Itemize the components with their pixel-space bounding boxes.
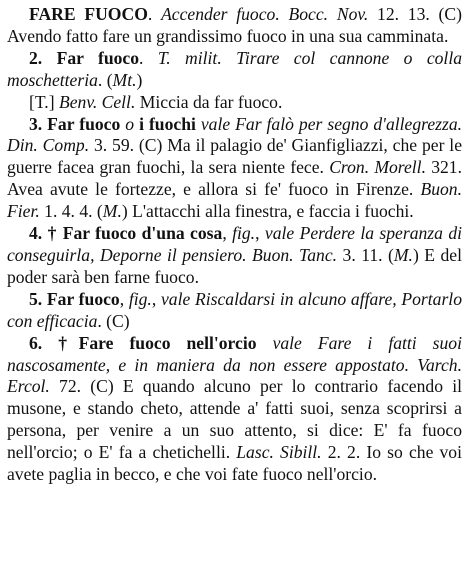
text-run: ) L'attacchi alla finestra, e faccia i fuochi. bbox=[121, 201, 414, 222]
text-run: FARE FUOCO bbox=[29, 4, 148, 24]
text-run: 6. †Fare fuoco nell'orcio bbox=[29, 332, 257, 353]
entry-3-far-fuoco-falo bbox=[7, 114, 462, 224]
text-run: . ( bbox=[97, 69, 113, 90]
entry-4-far-fuoco-cosa bbox=[7, 223, 462, 289]
text-run: 3. 59. (C) Ma il palagio de' Gianfigliazzi, che per le guerre facea gran fuochi, la sera niente fece. bbox=[7, 135, 463, 178]
text-run: . bbox=[147, 4, 162, 24]
text-run: 3. Far fuoco bbox=[29, 113, 121, 134]
text-run: Cron. Morell. bbox=[329, 157, 426, 178]
text-run: fig. bbox=[128, 288, 152, 309]
text-run: Mt. bbox=[112, 69, 137, 90]
text-run: Benv. Cell. bbox=[58, 91, 136, 112]
text-run: ) E del poder sarà ben farne fuoco. bbox=[7, 244, 462, 287]
text-run: vale Far falò per segno d'allegrezza. Din. Comp. bbox=[7, 113, 463, 156]
text-run: 5. Far fuoco bbox=[29, 288, 120, 309]
text-run: 2. 2. Io so che voi avete paglia in becco, e che voi fate fuoco nell'orcio. bbox=[7, 442, 462, 485]
text-run: . bbox=[139, 47, 158, 68]
text-run: M. bbox=[102, 201, 122, 222]
text-run bbox=[257, 333, 273, 353]
text-run: . (C) bbox=[97, 310, 130, 331]
text-run: vale Riscaldarsi in alcuno affare, Portarlo con efficacia bbox=[7, 288, 462, 331]
text-run: Miccia da far fuoco. bbox=[135, 91, 283, 112]
text-run: T. milit. Tirare col cannone o colla moschetteria bbox=[7, 47, 463, 90]
text-run: 4. † Far fuoco d'una cosa bbox=[29, 223, 223, 244]
text-run: vale Fare i fatti suoi nascosamente, e in maniera da non essere appostato. Varch. Ercol. bbox=[7, 332, 462, 397]
text-run: 12. 13. (C) Avendo fatto fare un grandissimo fuoco in una sua camminata. bbox=[7, 4, 462, 46]
text-run: , bbox=[222, 223, 233, 244]
text-run: Buon. Fier. bbox=[7, 179, 462, 222]
text-run: 321. Avea avute le fortezze, e allora si fe' fuoco in Firenze. bbox=[7, 157, 463, 200]
entry-6-fare-fuoco-orcio bbox=[7, 333, 462, 486]
text-run: , bbox=[151, 288, 161, 309]
entry-fare-fuoco bbox=[7, 4, 462, 48]
text-run: Accender fuoco. Bocc. Nov. bbox=[161, 4, 369, 24]
entry-2-cellini-citation bbox=[7, 92, 462, 114]
text-run: , bbox=[119, 288, 129, 309]
text-run: i fuochi bbox=[139, 113, 196, 134]
text-run: M. bbox=[393, 244, 413, 265]
text-run: 72. (C) E quando alcuno per lo contrario facendo il musone, e stando cheto, attende a' fatti suoi, senza scoprirsi a persona, per venire a un suo attento, si dice: E' fa fuoco nell'orcio; o E' fa a chetichelli. bbox=[7, 376, 462, 463]
text-run: o bbox=[125, 113, 135, 134]
text-run: 2. Far fuoco bbox=[29, 47, 140, 68]
entry-2-far-fuoco-military bbox=[7, 48, 462, 92]
text-run: 3. 11. ( bbox=[337, 244, 394, 265]
text-run: , bbox=[255, 223, 265, 244]
text-run: [T.] bbox=[29, 91, 59, 112]
text-run: fig. bbox=[232, 223, 256, 244]
text-run: vale Perdere la speranza di conseguirla, Deporne il pensiero. Buon. Tanc. bbox=[7, 223, 463, 265]
entry-5-far-fuoco-figurative bbox=[7, 289, 462, 333]
text-run: 1. 4. 4. ( bbox=[39, 201, 103, 222]
text-run: ) bbox=[136, 69, 143, 90]
text-run: Lasc. Sibill. bbox=[236, 442, 322, 463]
